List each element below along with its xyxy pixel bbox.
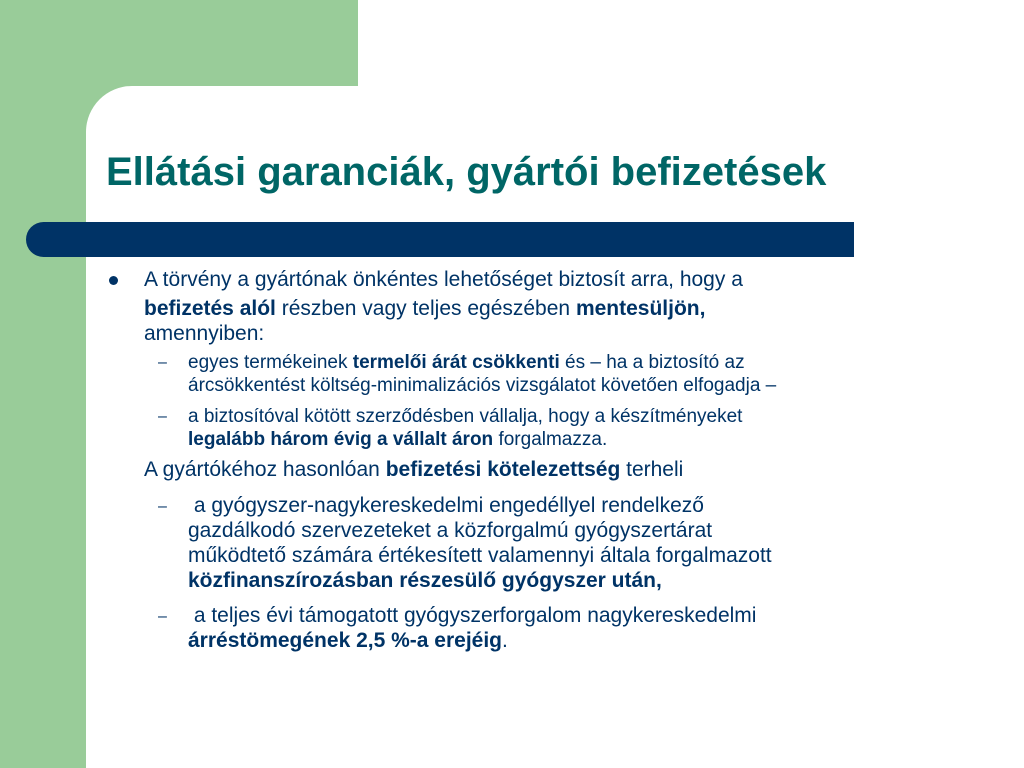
bullet1-bold-a: befizetés alól bbox=[144, 297, 276, 320]
para2-bold: befizetési kötelezettség bbox=[385, 458, 621, 481]
para2-text-b: terheli bbox=[626, 458, 684, 481]
bullet1-text-b: részben vagy teljes egészében bbox=[281, 297, 571, 320]
sub2-line1 bbox=[188, 405, 968, 428]
sub4-dash: – bbox=[158, 608, 167, 625]
sub2-text-a: a biztosítóval kötött szerződésben vállalja, hogy a készítményeket bbox=[188, 406, 743, 427]
sub2-line2 bbox=[188, 428, 968, 451]
sub3-line3 bbox=[188, 544, 968, 568]
sub3-line4 bbox=[188, 569, 968, 593]
sub3-text-a: a gyógyszer-nagykereskedelmi engedéllyel rendelkező bbox=[188, 494, 704, 517]
sub2-text-b: forgalmazza. bbox=[498, 429, 608, 450]
sub1-text-b: és – ha a biztosító az bbox=[565, 352, 745, 373]
sub1-dash: – bbox=[158, 354, 167, 371]
para2-line bbox=[144, 458, 964, 482]
sub1-text-a: egyes termékeinek bbox=[188, 352, 348, 373]
sub1-text-c: árcsökkentést költség-minimalizációs vizsgálatot követően elfogadja – bbox=[188, 375, 777, 396]
sub1-line1 bbox=[188, 351, 968, 374]
sub4-text-a: a teljes évi támogatott gyógyszerforgalom nagykereskedelmi bbox=[188, 604, 757, 627]
sub1-bold: termelői árát csökkenti bbox=[352, 352, 560, 373]
sub2-dash: – bbox=[158, 408, 167, 425]
sub4-line1 bbox=[188, 604, 968, 628]
bullet-dot-icon bbox=[109, 276, 118, 285]
slide-title: Ellátási garanciák, gyártói befizetések bbox=[106, 150, 827, 194]
sub1-line2 bbox=[188, 374, 968, 397]
sub4-bold: árréstömegének 2,5 %-a erejéig bbox=[188, 629, 502, 652]
bullet1-line1 bbox=[144, 268, 964, 292]
bullet1-line3 bbox=[144, 322, 964, 346]
sub3-line2 bbox=[188, 519, 968, 543]
bullet1-text-c: amennyiben: bbox=[144, 322, 265, 345]
sub3-dash: – bbox=[158, 498, 167, 515]
para2-text-a: A gyártókéhoz hasonlóan bbox=[144, 458, 380, 481]
sub2-bold: legalább három évig a vállalt áron bbox=[188, 429, 494, 450]
bullet1-text-a: A törvény a gyártónak önkéntes lehetőséget biztosít arra, hogy a bbox=[144, 268, 743, 291]
sub4-line2 bbox=[188, 629, 968, 653]
sub4-text-b: . bbox=[502, 629, 508, 652]
sub3-bold: közfinanszírozásban részesülő gyógyszer után, bbox=[188, 569, 662, 592]
sub3-text-b: gazdálkodó szervezeteket a közforgalmú gyógyszertárat bbox=[188, 519, 713, 542]
bullet1-bold-b: mentesüljön, bbox=[575, 297, 706, 320]
sub3-line1 bbox=[188, 494, 968, 518]
bullet1-line2 bbox=[144, 297, 964, 321]
sub3-text-c: működtető számára értékesített valamennyi általa forgalmazott bbox=[188, 544, 772, 567]
